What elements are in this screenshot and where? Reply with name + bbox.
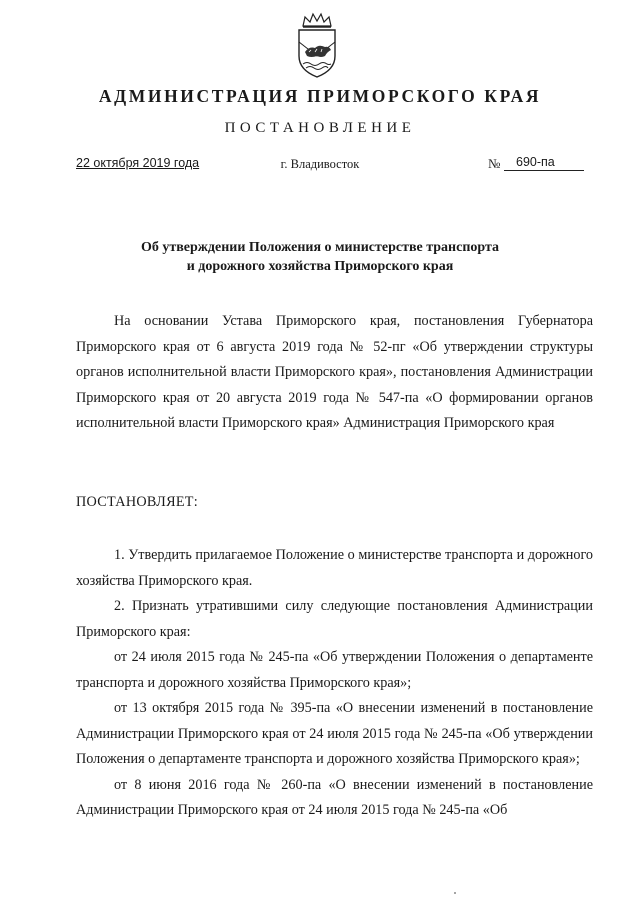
document-number: 690-па xyxy=(504,155,584,171)
document-date: 22 октября 2019 года xyxy=(76,156,200,170)
heading-line-2: и дорожного хозяйства Приморского края xyxy=(186,259,454,274)
preamble-block xyxy=(76,309,593,437)
preamble-paragraph: На основании Устава Приморского края, постановления Губернатора Приморского края от 6 августа 2019 года № 52-пг «Об утверждении структуры органов исполнительной власти Приморского края», постановления Администрации Приморского края от 20 августа 2019 года № 547-па «О формировании органов исполнительной власти Приморского края» Администрация Приморского края xyxy=(76,313,593,431)
item-2-paragraph: 2. Признать утратившими силу следующие постановления Администрации Приморского края: xyxy=(76,598,593,640)
document-number-label: № xyxy=(488,156,501,171)
decree-word: ПОСТАНОВЛЯЕТ: xyxy=(76,494,199,510)
primorsky-coat-of-arms-icon xyxy=(291,12,343,80)
item-1-paragraph: 1. Утвердить прилагаемое Положение о министерстве транспорта и дорожного хозяйства Приморского края. xyxy=(76,547,593,589)
repealed-decree-2: от 13 октября 2015 года № 395-па «О внесении изменений в постановление Администрации Приморского края от 24 июля 2015 года № 245-па «Об утверждении Положения о департаменте транспорта и дорожного хозяйства Приморского края»; xyxy=(76,700,593,767)
document-type: ПОСТАНОВЛЕНИЕ xyxy=(224,120,416,136)
repealed-decree-3: от 8 июня 2016 года № 260-па «О внесении изменений в постановление Администрации Приморского края от 24 июля 2015 года № 245-па «Об xyxy=(76,776,593,818)
document-heading xyxy=(0,238,640,276)
resolution-items xyxy=(76,543,593,824)
document-city: г. Владивосток xyxy=(280,157,360,171)
heading-line-1: Об утверждении Положения о министерстве транспорта xyxy=(140,240,500,255)
repealed-decree-1: от 24 июля 2015 года № 245-па «Об утверждении Положения о департаменте транспорта и дорожного хозяйства Приморского края»; xyxy=(76,649,593,691)
scan-speck xyxy=(454,892,456,894)
administration-title: АДМИНИСТРАЦИЯ ПРИМОРСКОГО КРАЯ xyxy=(98,86,542,106)
